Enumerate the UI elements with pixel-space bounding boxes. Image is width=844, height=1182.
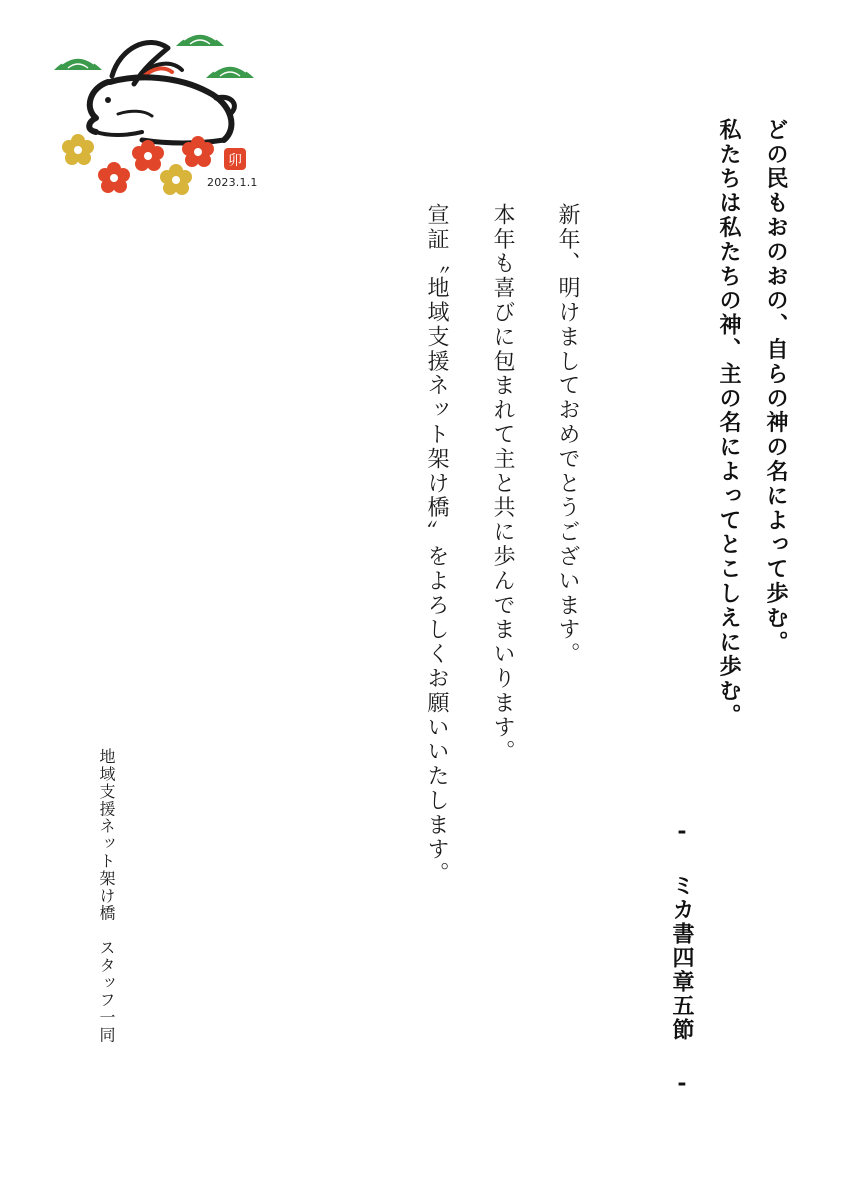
verse-source: - ミカ書四章五節 -	[669, 818, 695, 1098]
rabbit-body	[89, 43, 234, 143]
rabbit-illustration	[48, 18, 264, 198]
verse-line-1: どの民もおのおの、自らの神の名によって歩む。	[763, 118, 789, 655]
svg-text:卯: 卯	[228, 153, 242, 169]
plum-blossom-icon	[62, 134, 214, 195]
seal-stamp	[224, 148, 246, 170]
greeting-line-1: 新年、明けましておめでとうございます。	[555, 203, 580, 667]
verse-line-2: 私たちは私たちの神、主の名によってとこしえに歩む。	[716, 118, 742, 728]
greeting-line-3: 宣証〝地域支援ネット架け橋〟をよろしくお願いいたします。	[424, 203, 449, 887]
greeting-line-2: 本年も喜びに包まれて主と共に歩んでまいります。	[490, 203, 515, 765]
signature: 地域支援ネット架け橋 スタッフ一同	[97, 748, 116, 1044]
card-date: 2023.1.1	[207, 176, 258, 189]
